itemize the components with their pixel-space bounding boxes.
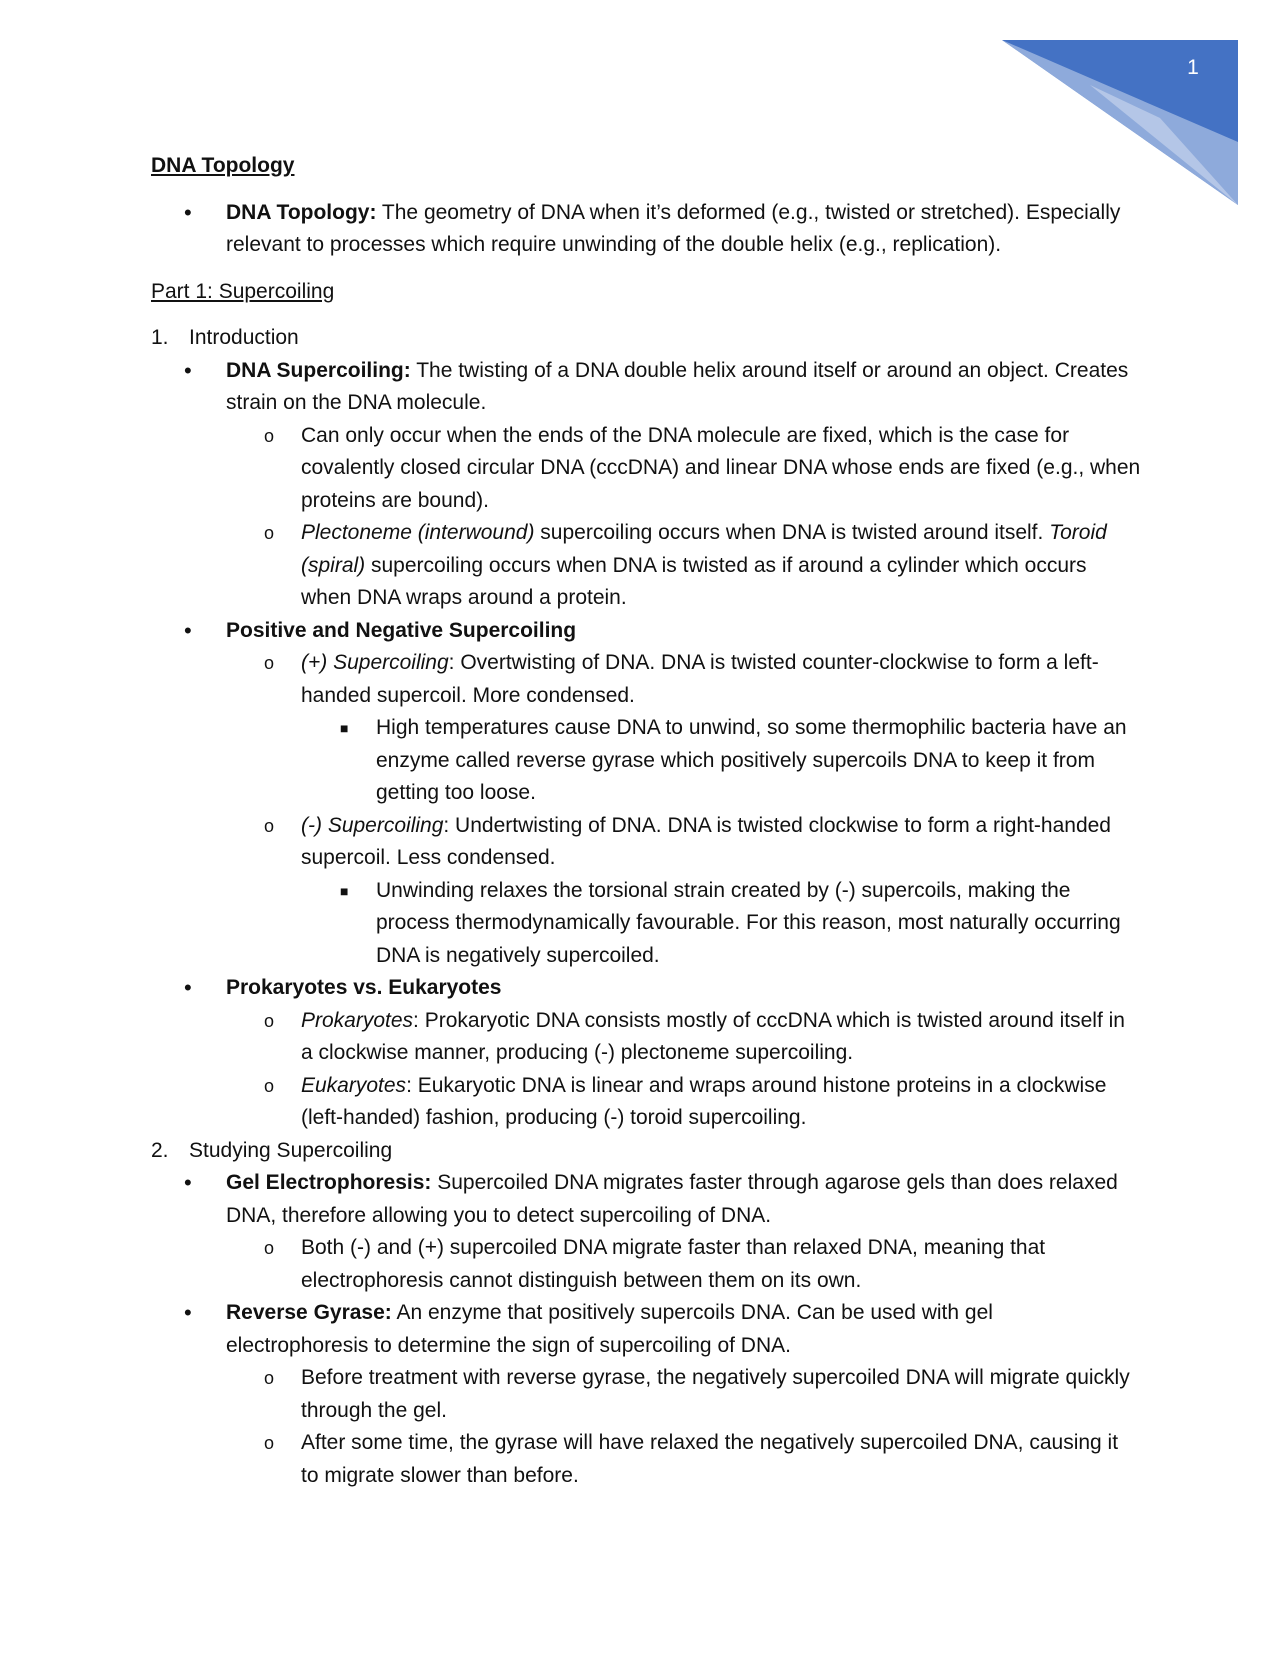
bullet-marker: • (184, 617, 192, 643)
sub-bullet-positive: o (+) Supercoiling: Overtwisting of DNA. DNA is twisted counter-clockwise to form a left-handed supercoil. More condensed. (264, 651, 1099, 707)
bullet-marker: • (184, 357, 192, 383)
sub-bullet-prokaryotes: o Prokaryotes: Prokaryotic DNA consists mostly of cccDNA which is twisted around itself in a clockwise manner, producing (-) plectoneme supercoiling. (264, 1008, 1125, 1064)
section-introduction: 1. Introduction (151, 326, 299, 349)
detail-unwinding: ■ Unwinding relaxes the torsional strain created by (-) supercoils, making the process thermodynamically favourable. For this reason, most naturally occurring DNA is negatively supercoiled. (340, 878, 1121, 967)
bullet-dna-topology: • DNA Topology: The geometry of DNA when it’s deformed (e.g., twisted or stretched). Especially relevant to processes which require unwinding of the double helix (e.g., replication). (151, 197, 1141, 262)
document-body (151, 150, 1141, 1492)
bullet-marker: • (184, 1170, 192, 1195)
sub-bullet-both-migrate: o Both (-) and (+) supercoiled DNA migrate faster than relaxed DNA, meaning that electrophoresis cannot distinguish between them on its own. (264, 1236, 1046, 1292)
sub-bullet-plectoneme-toroid: o Plectoneme (interwound) supercoiling occurs when DNA is twisted around itself. Toroid (spiral) supercoiling occurs when DNA is twisted as if around a cylinder which occurs when DNA wraps around a protein. (264, 521, 1107, 609)
section-studying-supercoiling: 2. Studying Supercoiling (151, 1138, 393, 1162)
bullet-gel-electrophoresis: • Gel Electrophoresis: Supercoiled DNA migrates faster through agarose gels than does relaxed DNA, therefore allowing you to detect supercoiling of DNA. (151, 1167, 1141, 1232)
bullet-marker: • (184, 199, 192, 225)
sub-bullet-negative: o (-) Supercoiling: Undertwisting of DNA. DNA is twisted clockwise to form a right-handed supercoil. Less condensed. (264, 813, 1111, 869)
sub-bullet-after-treatment: o After some time, the gyrase will have relaxed the negatively supercoiled DNA, causing it to migrate slower than before. (264, 1431, 1119, 1487)
page-number: 1 (1187, 56, 1199, 79)
detail-thermophiles: ■ High temperatures cause DNA to unwind, so some thermophilic bacteria have an enzyme called reverse gyrase which positively supercoils DNA to keep it from getting too loose. (340, 716, 1127, 804)
bullet-marker: • (184, 975, 192, 1000)
bullet-dna-supercoiling: • DNA Supercoiling: The twisting of a DNA double helix around itself or around an object. Creates strain on the DNA molecule. (151, 355, 1141, 420)
bullet-reverse-gyrase: • Reverse Gyrase: An enzyme that positively supercoils DNA. Can be used with gel electrophoresis to determine the sign of supercoiling of DNA. (151, 1297, 1141, 1362)
document-title: DNA Topology (151, 154, 295, 177)
bullet-positive-negative: • Positive and Negative Supercoiling (151, 615, 1141, 648)
sub-bullet-eukaryotes: o Eukaryotes: Eukaryotic DNA is linear and wraps around histone proteins in a clockwise (left-handed) fashion, producing (-) toroid supercoiling. (264, 1073, 1107, 1129)
part1-heading: Part 1: Supercoiling (151, 279, 335, 303)
sub-bullet-fixed-ends: o Can only occur when the ends of the DNA molecule are fixed, which is the case for covalently closed circular DNA (cccDNA) and linear DNA whose ends are fixed (e.g., when proteins are bound). (264, 423, 1141, 512)
sub-bullet-before-treatment: o Before treatment with reverse gyrase, the negatively supercoiled DNA will migrate quickly through the gel. (264, 1366, 1130, 1422)
bullet-prokaryotes-eukaryotes: • Prokaryotes vs. Eukaryotes (151, 972, 1141, 1005)
bullet-marker: • (184, 1300, 192, 1325)
